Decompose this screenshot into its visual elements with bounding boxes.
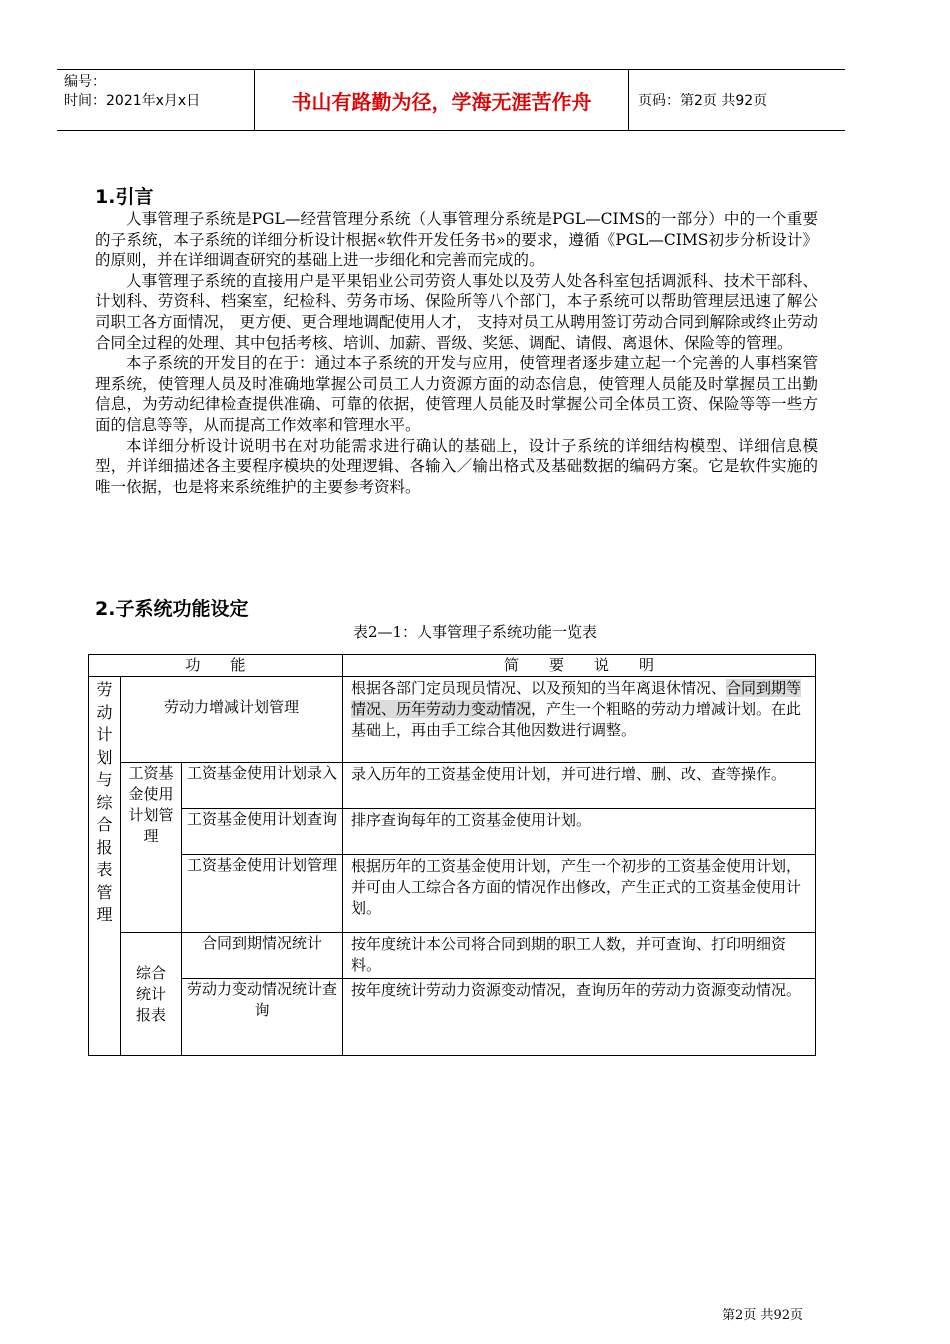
table-row [89, 677, 816, 763]
header-page-number: 页码：第2页 共92页 [638, 93, 768, 109]
table-caption: 表2—1：人事管理子系统功能一览表 [352, 623, 598, 641]
paragraph: 人事管理子系统的直接用户是平果铝业公司劳资人事处以及劳人处各科室包括调派科、技术干部科、计划科、劳资科、档案室，纪检科、劳务市场、保险所等八个部门，本子系统可以帮助管理层迅速了解公司职工各方面情况， 更方便、更合理地调配使用人才， 支持对员工从聘用签订劳动合同到解除或终止劳动合同全过程的处理、其中包括考核、培训、加薪、晋级、奖惩、调配、请假、离退休、保险等的管理。 [95, 271, 818, 352]
function-name: 劳动力变动情况统计查询 [182, 979, 343, 1056]
column-header-function: 功 能 [89, 655, 343, 677]
function-description: 按年度统计本公司将合同到期的职工人数，并可查询、打印明细资料。 [343, 933, 816, 979]
function-name: 工资基金使用计划管理 [182, 855, 343, 933]
function-description: 根据历年的工资基金使用计划，产生一个初步的工资基金使用计划，并可由人工综合各方面的情况作出修改，产生正式的工资基金使用计划。 [343, 855, 816, 933]
section-1-heading: 1.引言 [95, 186, 154, 208]
paragraph: 人事管理子系统是PGL—经营管理分系统（人事管理分系统是PGL—CIMS的一部分）中的一个重要的子系统，本子系统的详细分析设计根据«软件开发任务书»的要求，遵循《PGL—CIMS初步分析设计》的原则，并在详细调查研究的基础上进一步细化和完善而完成的。 [95, 210, 818, 270]
section-2-heading: 2.子系统功能设定 [95, 598, 249, 620]
function-name: 劳动力增减计划管理 [121, 677, 343, 763]
subgroup-label: 工资基金使用计划管理 [121, 763, 182, 933]
function-description [343, 677, 816, 763]
page-footer: 第2页 共92页 [722, 1308, 803, 1323]
subgroup-label: 综合统计报表 [121, 933, 182, 1056]
function-name: 工资基金使用计划查询 [182, 809, 343, 855]
paragraph: 本子系统的开发目的在于：通过本子系统的开发与应用，使管理者逐步建立起一个完善的人事档案管理系统，使管理人员及时准确地掌握公司员工人力资源方面的动态信息，使管理人员能及时掌握员工出勤信息，为劳动纪律检查提供准确、可靠的依据，使管理人员能及时掌握公司全体员工资、保险等等一些方面的信息等等，从而提高工作效率和管理水平。 [95, 354, 818, 434]
table-row [89, 855, 816, 933]
function-description: 按年度统计劳动力资源变动情况，查询历年的劳动力资源变动情况。 [343, 979, 816, 1056]
page-header [57, 69, 845, 131]
table-row [89, 763, 816, 809]
group-label: 劳动计划与综合报表管理 [89, 677, 121, 1056]
paragraph: 本详细分析设计说明书在对功能需求进行确认的基础上，设计子系统的详细结构模型、详细信息模型，并详细描述各主要程序模块的处理逻辑、各输入／输出格式及基础数据的编码方案。它是软件实施的唯一依据，也是将来系统维护的主要参考资料。 [95, 436, 818, 496]
table-row [89, 979, 816, 1056]
desc-part: 根据各部门定员现员情况、以及预知的当年离退休情况、 [351, 679, 727, 697]
table-row [89, 933, 816, 979]
desc-part: ，产生一个粗略的劳动力增减计划。在此基础上，再由手工综合其他因数进行调整。 [351, 700, 802, 739]
table-header-row [89, 655, 816, 677]
function-name: 合同到期情况统计 [182, 933, 343, 979]
header-meta [57, 70, 255, 130]
column-header-description: 简 要 说 明 [343, 655, 816, 677]
function-description: 排序查询每年的工资基金使用计划。 [343, 809, 816, 855]
document-date: 时间：2021年x月x日 [64, 93, 201, 109]
table-row [89, 809, 816, 855]
header-motto: 书山有路勤为径，学海无涯苦作舟 [255, 70, 629, 130]
function-description: 录入历年的工资基金使用计划，并可进行增、删、改、查等操作。 [343, 763, 816, 809]
highlighted-text: 合同到期等情况、历年劳动力变动情况 [351, 679, 802, 718]
function-name: 工资基金使用计划录入 [182, 763, 343, 809]
function-table [88, 654, 816, 1056]
document-number: 编号： [64, 74, 106, 90]
section-1-body [95, 209, 818, 497]
